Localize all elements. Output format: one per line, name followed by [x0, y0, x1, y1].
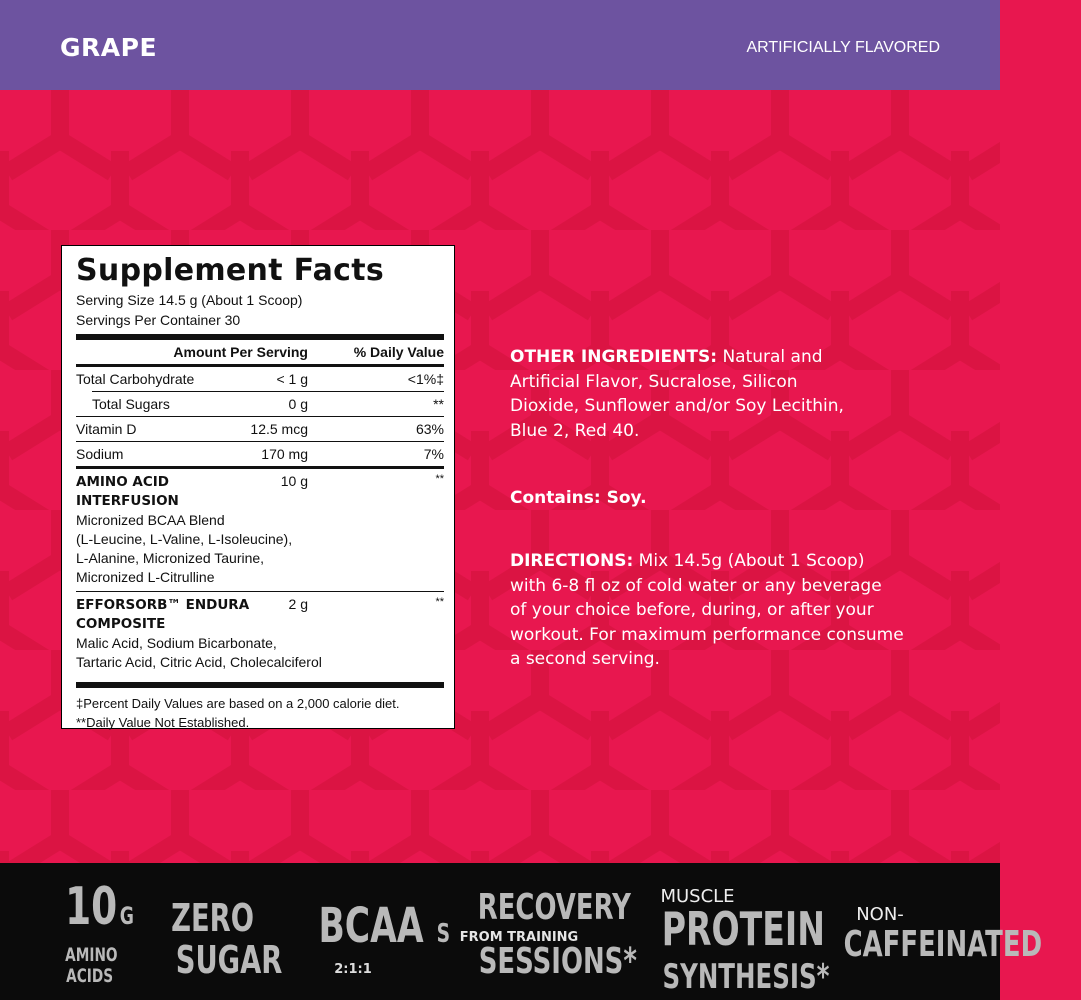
other-ingredients-text: Artificial Flavor, Sucralose, Silicon: [510, 371, 798, 392]
blend-ingredient: Tartaric Acid, Citric Acid, Cholecalciferol: [76, 654, 322, 670]
benefits-bar: [0, 863, 1043, 1000]
supplement-facts-panel: [61, 245, 455, 729]
protein-synthesis-badge: [630, 886, 830, 998]
blend-dv: **: [435, 596, 444, 608]
recovery-subtext: FROM TRAINING: [459, 930, 579, 945]
dv-header: % Daily Value: [353, 344, 444, 360]
nutrient-name: Total Sugars: [92, 396, 170, 412]
protein-text: PROTEIN: [661, 902, 825, 956]
bcaa-badge: [298, 898, 451, 978]
amino-amount: 10: [65, 877, 118, 937]
nutrient-amount: < 1 g: [276, 371, 308, 387]
nutrient-dv: 63%: [415, 421, 444, 437]
blend-name-line: INTERFUSION: [76, 493, 179, 509]
blend-ingredient: Malic Acid, Sodium Bicarbonate,: [76, 635, 277, 651]
servings-per-container: Servings Per Container 30: [76, 312, 241, 328]
nutrient-name: Sodium: [76, 446, 124, 462]
nutrient-dv: <1%‡: [407, 371, 444, 387]
nutrient-name: Total Carbohydrate: [76, 371, 195, 387]
blend-amount: 10 g: [280, 473, 308, 489]
caffeinated-text: CAFFEINATED: [843, 924, 1043, 965]
footnote-dv: ‡Percent Daily Values are based on a 2,000 calorie diet.: [76, 696, 400, 711]
other-ingredients-text: Dioxide, Sunflower and/or Soy Lecithin,: [510, 396, 844, 416]
other-ingredients-label: OTHER INGREDIENTS:: [510, 347, 718, 367]
zero-text: ZERO: [171, 896, 254, 940]
blend-name: [76, 473, 276, 511]
nutrient-amount: 0 g: [288, 396, 308, 412]
blend-dv: **: [435, 473, 444, 485]
blend-row: [76, 592, 444, 634]
non-text: NON-: [856, 904, 904, 925]
amount-header: Amount Per Serving: [173, 344, 308, 360]
nutrient-amount: 12.5 mcg: [250, 421, 308, 437]
directions-text: workout. For maximum performance consume: [510, 624, 904, 645]
facts-row: [76, 417, 444, 441]
blend-row: [76, 469, 444, 511]
facts-title: Supplement Facts: [76, 253, 385, 288]
footnote-not-established: **Daily Value Not Established.: [76, 715, 250, 730]
top-banner: [0, 0, 1000, 90]
blend-ingredient: (L-Leucine, L-Valine, L-Isoleucine),: [76, 531, 293, 547]
directions: [510, 549, 940, 672]
recovery-text: RECOVERY: [477, 887, 631, 928]
sessions-text: SESSIONS*: [478, 941, 637, 982]
serving-size: Serving Size 14.5 g (About 1 Scoop): [76, 292, 303, 308]
blend-amount: 2 g: [288, 596, 308, 612]
muscle-text: MUSCLE: [660, 886, 735, 907]
nutrient-dv: **: [433, 396, 444, 412]
recovery-badge: [448, 887, 637, 985]
bcaa-ratio: 2:1:1: [334, 962, 372, 977]
non-caffeinated-badge: [805, 903, 1043, 969]
facts-row: [76, 442, 444, 466]
blend-name: [76, 596, 276, 634]
bcaa-text: BCAA: [318, 898, 424, 954]
other-ingredients-text: Natural and: [722, 347, 823, 367]
amino-unit: G: [120, 902, 135, 930]
directions-text: a second serving.: [510, 649, 660, 669]
blend-name-line: COMPOSITE: [76, 616, 166, 632]
footnotes: [76, 688, 444, 732]
nutrient-dv: 7%: [423, 446, 444, 462]
blend-description: [76, 511, 444, 591]
amino-label: ACIDS: [66, 965, 114, 987]
directions-text: Mix 14.5g (About 1 Scoop): [638, 551, 865, 571]
synthesis-text: SYNTHESIS*: [662, 957, 830, 997]
allergen-statement: Contains: Soy.: [510, 488, 647, 508]
nutrient-amount: 170 mg: [261, 446, 308, 462]
amino-acids-badge: [55, 877, 135, 987]
blend-ingredient: Micronized BCAA Blend: [76, 512, 225, 528]
facts-row: [76, 392, 444, 416]
facts-row: [76, 367, 444, 391]
sugar-text: SUGAR: [175, 938, 283, 982]
nutrient-name: Vitamin D: [76, 421, 137, 437]
flavor-note: ARTIFICIALLY FLAVORED: [746, 39, 940, 56]
directions-label: DIRECTIONS:: [510, 551, 634, 571]
zero-sugar-badge: [155, 896, 283, 985]
blend-description: [76, 634, 444, 676]
other-ingredients-text: Blue 2, Red 40.: [510, 420, 640, 441]
blend-name-line: EFFORSORB™ ENDURA: [76, 597, 250, 613]
bcaa-suffix: S: [436, 919, 451, 949]
blend-name-line: AMINO ACID: [76, 474, 169, 490]
directions-text: with 6-8 fl oz of cold water or any beverage: [510, 575, 882, 596]
flavor-label: GRAPE: [60, 33, 158, 62]
directions-text: of your choice before, during, or after your: [510, 600, 874, 620]
blend-ingredient: Micronized L-Citrulline: [76, 569, 215, 585]
other-ingredients: [510, 345, 940, 443]
blend-ingredient: L-Alanine, Micronized Taurine,: [76, 550, 265, 566]
facts-header-row: [76, 340, 444, 364]
amino-label: AMINO: [65, 944, 118, 966]
